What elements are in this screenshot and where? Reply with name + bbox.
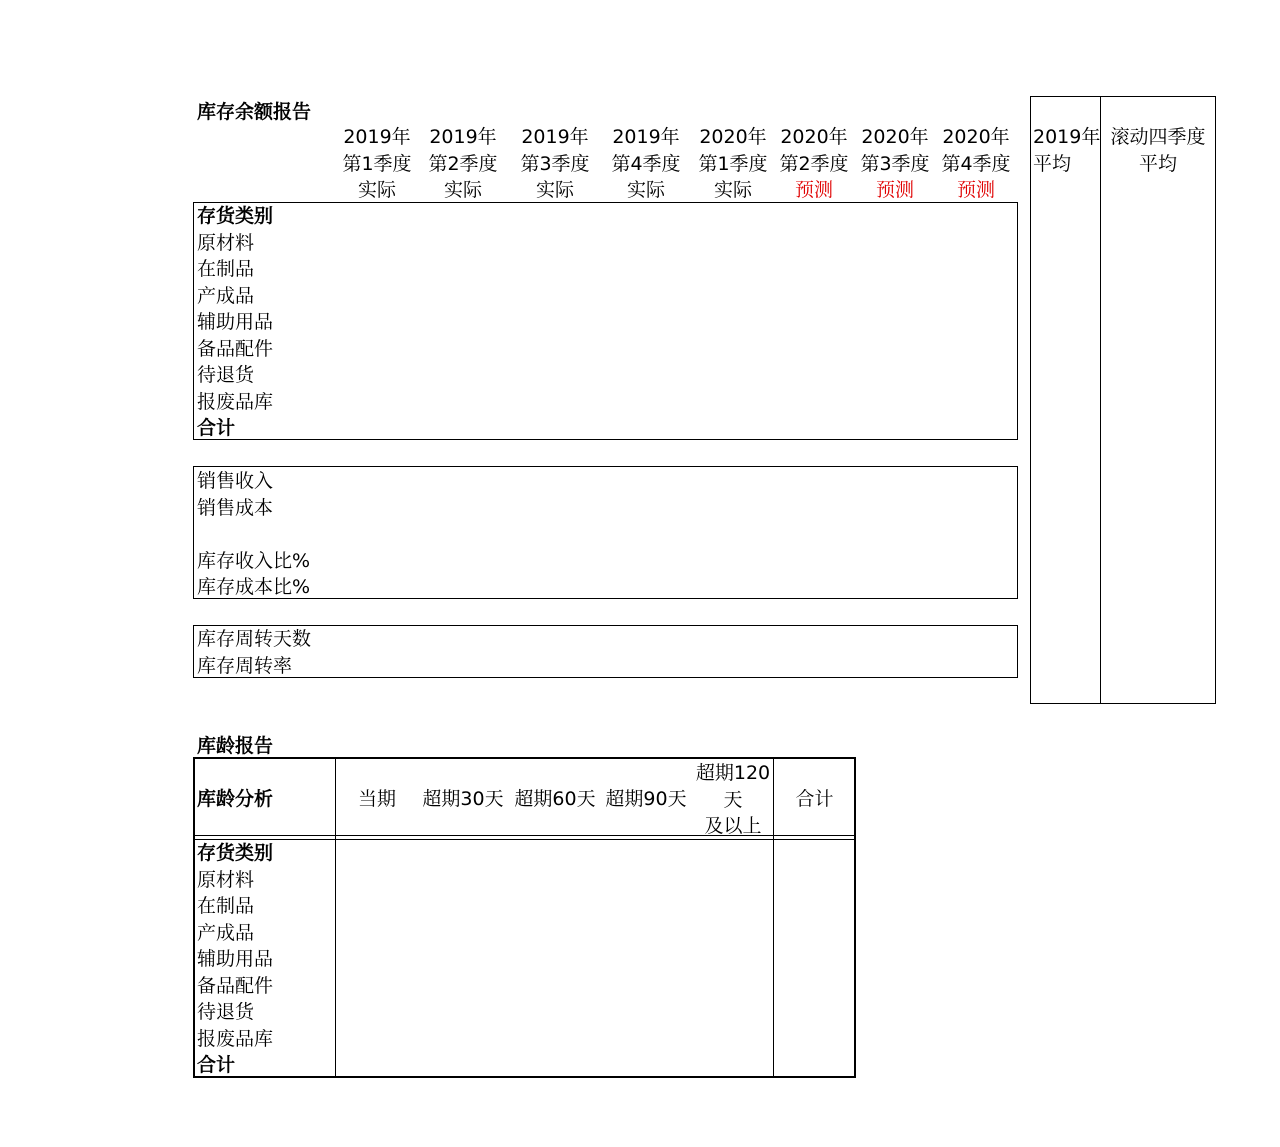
aging-col-30: 超期30天: [422, 788, 504, 810]
turnover-row: 库存周转率: [197, 654, 293, 677]
aging-row: 在制品: [197, 895, 255, 917]
inventory-rows: [197, 203, 273, 442]
report1-column-header-line: 2020年: [861, 126, 929, 148]
report1-column-header-line: 2020年: [699, 126, 767, 148]
report1-column-header: [688, 124, 778, 204]
report1-column-header-line: 第4季度: [941, 152, 1011, 175]
aging-col-120-l3: 及以上: [704, 815, 762, 837]
report1-column-header-line: 预测: [875, 179, 914, 201]
aging-col-60: 超期60天: [514, 788, 596, 810]
aging-row: 产成品: [197, 921, 255, 944]
report1-column-header-line: 2020年: [780, 126, 848, 148]
inventory-category-box: [193, 202, 1018, 440]
report1-column-header-line: 实际: [443, 179, 482, 201]
aging-row-total: 合计: [197, 1054, 236, 1076]
report1-column-header: [769, 124, 859, 204]
report1-column-header-line: 2019年: [429, 126, 497, 148]
inventory-row-total: 合计: [197, 417, 236, 439]
aging-row-header: 存货类别: [197, 842, 274, 864]
aging-col-total: 合计: [795, 788, 834, 810]
report1-column-header-line: 第4季度: [611, 152, 681, 175]
aging-header-label: 库龄分析: [197, 788, 274, 810]
report1-title: 库存余额报告: [197, 101, 312, 123]
report1-column-header-line: 2019年: [343, 126, 411, 148]
report1-column-header-line: 第2季度: [779, 152, 849, 175]
report1-column-header: [931, 124, 1021, 204]
aging-row: 原材料: [197, 868, 255, 891]
aging-row: 待退货: [197, 1001, 255, 1023]
report1-column-header-line: 2020年: [942, 126, 1010, 148]
report1-column-header-line: 实际: [713, 179, 752, 201]
aging-col-90: 超期90天: [605, 788, 687, 810]
report1-column-header-line: 2019年: [521, 126, 589, 148]
aging-row: 辅助用品: [197, 948, 274, 970]
turnover-rows: [197, 626, 311, 679]
inventory-row: 原材料: [197, 231, 255, 254]
report1-column-header: [601, 124, 691, 204]
inventory-row: 报废品库: [197, 390, 274, 413]
turnover-row: 库存周转天数: [197, 628, 312, 650]
report1-column-header-line: 实际: [357, 179, 396, 201]
sales-row: 库存成本比%: [197, 576, 311, 598]
inventory-row-header: 存货类别: [197, 205, 274, 227]
report1-column-header-line: 2019年: [612, 126, 680, 148]
aging-rows: [197, 840, 273, 1079]
side-col-2019-average: [1033, 124, 1100, 177]
side-col-rolling-average-l2: 平均: [1138, 152, 1177, 175]
report1-column-header-line: 实际: [626, 179, 665, 201]
sales-row-blank: [197, 521, 310, 548]
sales-row: 销售成本: [197, 496, 274, 519]
side-col-2019-average-l2: 平均: [1033, 152, 1072, 175]
report1-column-header: [418, 124, 508, 204]
report1-column-header-line: 实际: [535, 179, 574, 201]
aging-col-current: 当期: [357, 788, 396, 810]
report1-column-header: [510, 124, 600, 204]
report1-column-header: [850, 124, 940, 204]
aging-row: 报废品库: [197, 1027, 274, 1050]
side-col-rolling-average-l1: 滚动四季度: [1110, 126, 1206, 148]
aging-row: 备品配件: [197, 974, 274, 997]
report1-column-header-line: 预测: [956, 179, 995, 201]
report1-column-header-line: 第2季度: [428, 152, 498, 175]
side-panel-divider: [1100, 96, 1101, 704]
inventory-row: 在制品: [197, 258, 255, 280]
inventory-row: 待退货: [197, 364, 255, 386]
inventory-row: 产成品: [197, 284, 255, 307]
side-col-2019-average-l1: 2019年: [1033, 126, 1101, 148]
report1-column-header-line: 第3季度: [520, 152, 590, 175]
aging-col-120: [692, 760, 774, 840]
inventory-row: 备品配件: [197, 337, 274, 360]
aging-col-120-l2: 天: [723, 788, 743, 811]
sales-box: [193, 466, 1018, 599]
report1-column-header-line: 预测: [794, 179, 833, 201]
sales-row: 库存收入比%: [197, 549, 311, 572]
report1-column-header-line: 第3季度: [860, 152, 930, 175]
report2-title: 库龄报告: [197, 735, 274, 757]
summary-side-panel: [1030, 96, 1216, 704]
turnover-box: [193, 625, 1018, 678]
report1-column-header-line: 第1季度: [698, 152, 768, 175]
sales-rows: [197, 468, 310, 601]
side-col-rolling-average: [1102, 124, 1214, 177]
report1-column-header-line: 第1季度: [342, 152, 412, 175]
inventory-row: 辅助用品: [197, 311, 274, 333]
aging-col-120-l1: 超期120: [695, 762, 771, 784]
sales-row: 销售收入: [197, 470, 274, 492]
report1-column-header: [332, 124, 422, 204]
